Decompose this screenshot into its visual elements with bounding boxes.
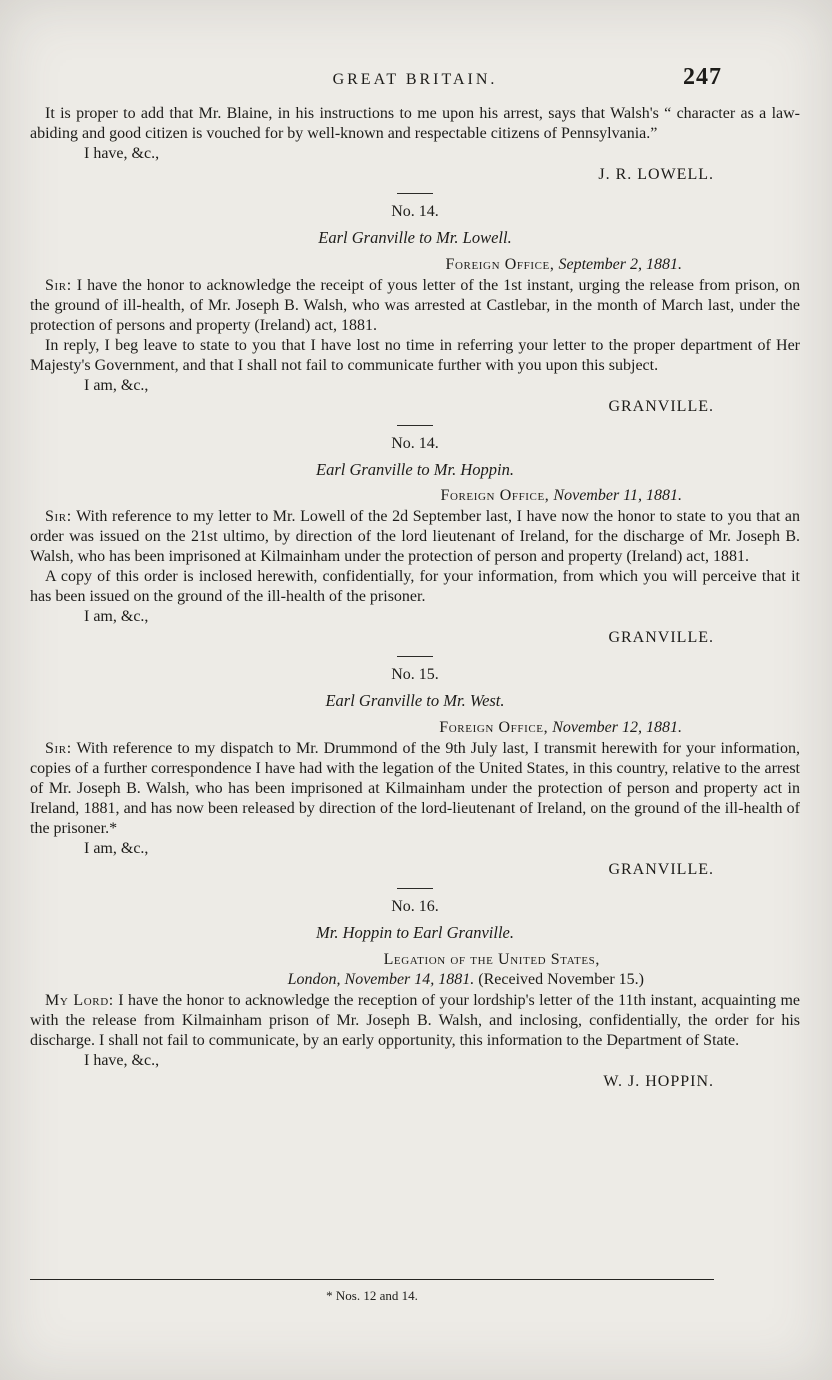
page-number: 247 — [683, 64, 722, 90]
paragraph-text: With reference to my dispatch to Mr. Drummond of the 9th July last, I transmit herewith for your information, copies of a further correspondence I have had with the legation of the United States, in this country, relative to the arrest of Mr. Joseph B. Walsh, who has been imprisoned at Kilmainham under the protection of person and property act in Ireland, 1881, and has now been released by direction of the lord-lieutenant of Ireland, on the ground of the ill-health of the prisoner.* — [30, 739, 800, 837]
running-head: GREAT BRITAIN. — [332, 71, 498, 88]
dateline-date-line — [30, 970, 800, 990]
closing: I have, &c., — [84, 145, 160, 162]
signature: GRANVILLE. — [608, 397, 714, 415]
letter-14-granville-to-hoppin — [30, 434, 800, 649]
section-divider — [397, 656, 433, 657]
letter-16-hoppin-to-granville — [30, 897, 800, 1092]
intro-letter-end — [30, 104, 800, 185]
dateline-date: November 12, 1881. — [552, 718, 682, 736]
footnote: * Nos. 12 and 14. — [326, 1287, 418, 1303]
dateline-place: Foreign Office, — [445, 255, 555, 273]
paragraph — [30, 276, 800, 336]
signature: J. R. LOWELL. — [598, 166, 714, 183]
page-header — [30, 64, 800, 90]
dateline — [30, 950, 800, 990]
section-divider — [397, 888, 433, 889]
dateline-date: London, November 14, 1881. — [287, 970, 475, 988]
paragraph: A copy of this order is inclosed herewith, confidentially, for your information, from which you will perceive that it has been issued on the ground of the ill-health of the prisoner. — [30, 568, 800, 606]
letter-number: No. 14. — [391, 434, 439, 452]
paragraph — [30, 991, 800, 1051]
paragraph — [30, 739, 800, 839]
letter-number: No. 16. — [391, 897, 439, 915]
footnote-rule — [30, 1279, 714, 1280]
paragraph-text: With reference to my letter to Mr. Lowell of the 2d September last, I have now the honor to state to you that an order was issued on the 21st ultimo, by direction of the lord lieutenant of Ireland, for the discharge of Mr. Joseph B. Walsh, who has been imprisoned at Kilmainham under the protection of person and property (Ireland) act, 1881. — [30, 508, 800, 566]
closing: I have, &c., — [84, 1051, 160, 1069]
letter-number: No. 15. — [391, 666, 439, 684]
letter-heading: Earl Granville to Mr. Hoppin. — [316, 459, 514, 479]
closing: I am, &c., — [84, 608, 149, 626]
dateline-place: Legation of the United States, — [383, 950, 600, 968]
letter-heading: Earl Granville to Mr. Lowell. — [318, 228, 512, 247]
signature: GRANVILLE. — [608, 860, 714, 878]
section-divider — [397, 193, 433, 194]
dateline — [30, 255, 800, 275]
dateline-received: (Received November 15.) — [478, 970, 644, 988]
dateline-place: Foreign Office, — [440, 487, 550, 505]
dateline-place-line — [30, 950, 800, 970]
paragraph-text: I have the honor to acknowledge the receipt of yous letter of the 1st instant, urging the release from prison, on the ground of ill-health, of Mr. Joseph B. Walsh, who was arrested at Castlebar, in the month of March last, under the protection of persons and property (Ireland) act, 1881. — [30, 276, 801, 334]
salutation: My Lord: — [45, 991, 114, 1009]
paragraph — [30, 507, 800, 567]
dateline-date: September 2, 1881. — [558, 255, 682, 273]
dateline — [30, 718, 800, 738]
closing: I am, &c., — [84, 376, 149, 394]
letter-14-granville-to-lowell — [30, 202, 800, 417]
paragraph-text: I have the honor to acknowledge the reception of your lordship's letter of the 11th instant, acquainting me with the release from Kilmainham prison of Mr. Joseph B. Walsh, and inclosing, confidentially, the order for his discharge. I shall not fail to communicate, by an early opportunity, this information to the Department of State. — [30, 991, 801, 1049]
salutation: Sir: — [45, 739, 72, 757]
paragraph: In reply, I beg leave to state to you that I have lost no time in referring your letter to the proper department of Her Majesty's Government, and that I shall not fail to communicate further with you upon this subject. — [30, 336, 800, 374]
dateline-date: November 11, 1881. — [553, 487, 682, 505]
signature: W. J. HOPPIN. — [603, 1072, 714, 1090]
letter-heading: Earl Granville to Mr. West. — [325, 691, 505, 711]
closing: I am, &c., — [84, 839, 149, 857]
signature: GRANVILLE. — [608, 629, 714, 647]
letter-heading: Mr. Hoppin to Earl Granville. — [316, 922, 514, 942]
salutation: Sir: — [45, 276, 72, 294]
section-divider — [397, 425, 433, 426]
letter-number: No. 14. — [391, 203, 439, 220]
paragraph: It is proper to add that Mr. Blaine, in his instructions to me upon his arrest, says that Walsh's “ character as a law-abiding and good citizen is vouched for by well-known and respectable citizens of Pennsylvania.” — [30, 105, 800, 142]
dateline — [30, 486, 800, 506]
dateline-place: Foreign Office, — [439, 718, 549, 736]
letter-15-granville-to-west — [30, 665, 800, 880]
salutation: Sir: — [45, 508, 72, 526]
